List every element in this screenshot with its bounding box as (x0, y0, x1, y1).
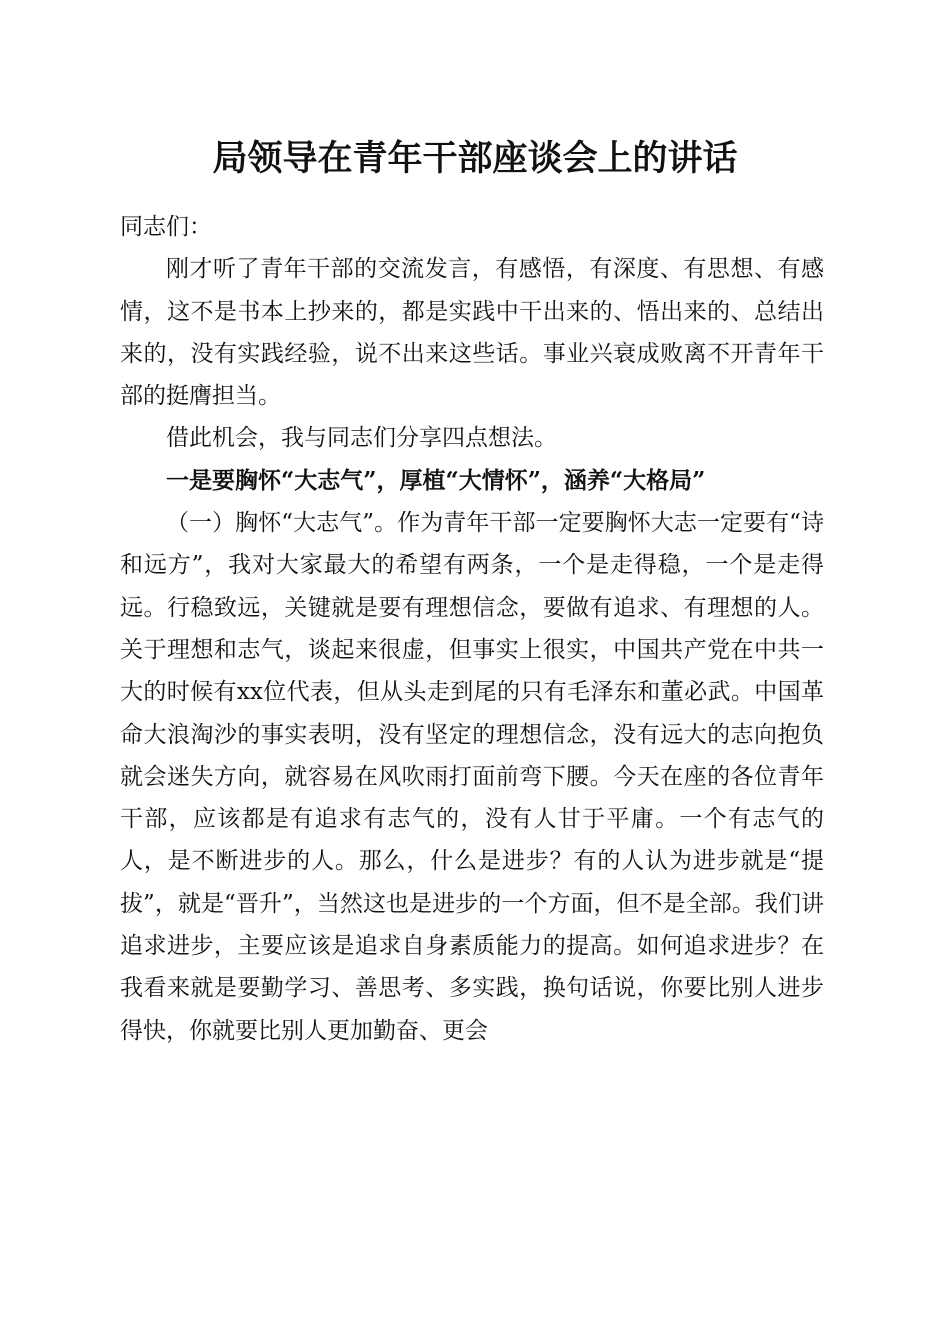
document-body (120, 206, 824, 1052)
paragraph-subsection-one: （一）胸怀“大志气”。作为青年干部一定要胸怀大志一定要有“诗和远方”，我对大家最大的希望有两条，一个是走得稳，一个是走得远。行稳致远，关键就是要有理想信念，要做有追求、有理想的人。关于理想和志气，谈起来很虚，但事实上很实，中国共产党在中共一大的时候有xx位代表，但从头走到尾的只有毛泽东和董必武。中国革命大浪淘沙的事实表明，没有坚定的理想信念，没有远大的志向抱负就会迷失方向，就容易在风吹雨打面前弯下腰。今天在座的各位青年干部，应该都是有追求有志气的，没有人甘于平庸。一个有志气的人，是不断进步的人。那么，什么是进步？有的人认为进步就是“提拔”，就是“晋升”，当然这也是进步的一个方面，但不是全部。我们讲追求进步，主要应该是追求自身素质能力的提高。如何追求进步？在我看来就是要勤学习、善思考、多实践，换句话说，你要比别人进步得快，你就要比别人更加勤奋、更会 (120, 510, 824, 1044)
paragraph-intro: 借此机会，我与同志们分享四点想法。 (166, 425, 557, 452)
document-title: 局领导在青年干部座谈会上的讲话 (212, 138, 738, 179)
section-heading: 一是要胸怀“大志气”，厚植“大情怀”，涵养“大格局” (166, 466, 706, 494)
salutation: 同志们： (120, 214, 212, 240)
paragraph-opening: 刚才听了青年干部的交流发言，有感悟，有深度、有思想、有感情，这不是书本上抄来的，都是实践中干出来的、悟出来的、总结出来的，没有实践经验，说不出来这些话。事业兴衰成败离不开青年干部的挺膺担当。 (120, 256, 824, 410)
